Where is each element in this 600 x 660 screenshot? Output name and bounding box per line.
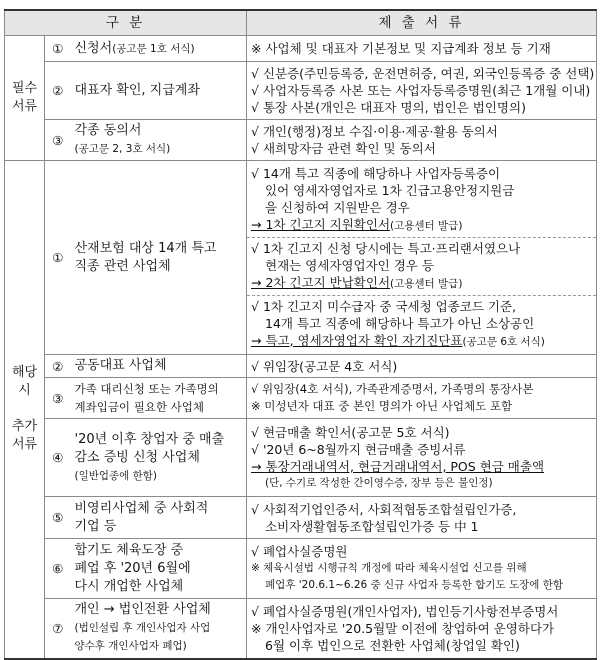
row-label: 비영리사업체 중 사회적 기업 등 [71,497,247,539]
table-row [5,161,597,355]
table-row [5,497,597,539]
row-label: 합기도 체육도장 중 폐업 후 '20년 6월에 다시 개업한 사업체 [71,539,247,599]
row-documents: √ 사회적기업인증서, 사회적협동조합설립인가증, 소비자생활협동조합설립인가증 등 中 1 [247,497,597,539]
row-label: 개인 → 법인전환 사업체 (법인설립 후 개인사업자 사업 양수후 개인사업자 폐업) [71,599,247,659]
group-conditional: 해당 시 추가 서류 [5,161,45,659]
row-documents: √ 개인(행정)정보 수집·이용·제공·활용 동의서 √ 새희망자금 관련 확인 및 동의서 [247,120,597,161]
row-number: ⑥ [45,539,71,599]
row-number: ⑦ [45,599,71,659]
table-row [5,355,597,378]
row-number: ⑤ [45,497,71,539]
group-required: 필수 서류 [5,36,45,161]
row-documents: √ 현금매출 확인서(공고문 5호 서식) √ '20년 6~8월까지 현금매출 증빙서류 → 통장거래내역서, 현금거래내역서, POS 현금 매출액 (단, 수기로 작성한 간이영수증, 장부 등은 불인정) [247,419,597,497]
table-row [5,419,597,497]
row-documents: √ 14개 특고 직종에 해당하나 사업자등록증이 있어 영세자영업자로 1차 긴급고용안정지원금 을 신청하여 지원받은 경우 → 1차 긴고지 지원확인서(고용센터 발급) √ 1차 긴고지 신청 당시에는 특고·프리랜서였으나 현재는 영세자영업자인 경우 등 → 2차 긴고지 반납확인서(고용센터 발급) √ 1차 긴고지 미수급자 중 국세청 업종코드 기준, 14개 특고 직종에 해당하나 특고가 아닌 소상공인 → 특고, 영세자영업자 확인 자기진단표(공고문 6호 서식) [247,161,597,355]
table-row [5,599,597,659]
row-label: 신청서(공고문 1호 서식) [71,36,247,62]
header-category: 구 분 [5,10,247,36]
table-row [5,120,597,161]
row-number: ② [45,62,71,120]
row-number: ① [45,161,71,355]
row-documents: √ 폐업사실증명원 ※ 체육시설법 시행규칙 개정에 따라 체육시설업 신고를 위해 폐업후 '20.6.1~6.26 중 신규 사업자 등록한 합기도 도장에 한함 [247,539,597,599]
row-number: ③ [45,378,71,419]
row-documents: √ 폐업사실증명원(개인사업자), 법인등기사항전부증명서 ※ 개인사업자로 '20.5월말 이전에 창업하여 운영하다가 6월 이후 법인으로 전환한 사업체(창업일 확인) [247,599,597,659]
cropped-caption [0,0,600,8]
table-row [5,62,597,120]
row-number: ① [45,36,71,62]
row-label: 가족 대리신청 또는 가족명의 계좌입금이 필요한 사업체 [71,378,247,419]
table-header-row [5,10,597,36]
row-number: ③ [45,120,71,161]
row-number: ④ [45,419,71,497]
table-row [5,539,597,599]
table-row [5,36,597,62]
row-label: 공동대표 사업체 [71,355,247,378]
row-label: 산재보험 대상 14개 특고 직종 관련 사업체 [71,161,247,355]
row-documents: ※ 사업체 및 대표자 기본정보 및 지급계좌 정보 등 기재 [247,36,597,62]
table-row [5,378,597,419]
row-documents: √ 신분증(주민등록증, 운전면허증, 여권, 외국인등록증 중 선택) √ 사업자등록증 사본 또는 사업자등록증명원(최근 1개월 이내) √ 통장 사본(개인은 대표자 명의, 법인은 법인명의) [247,62,597,120]
header-documents: 제 출 서 류 [247,10,597,36]
row-documents: √ 위임장(4호 서식), 가족관계증명서, 가족명의 통장사본 ※ 미성년자 대표 중 본인 명의가 아닌 사업체도 포함 [247,378,597,419]
row-label: 대표자 확인, 지급계좌 [71,62,247,120]
required-documents-table [4,9,597,660]
row-label: 각종 동의서 (공고문 2, 3호 서식) [71,120,247,161]
row-number: ② [45,355,71,378]
row-documents: √ 위임장(공고문 4호 서식) [247,355,597,378]
row-label: '20년 이후 창업자 중 매출 감소 증빙 신청 사업체 (일반업종에 한함) [71,419,247,497]
